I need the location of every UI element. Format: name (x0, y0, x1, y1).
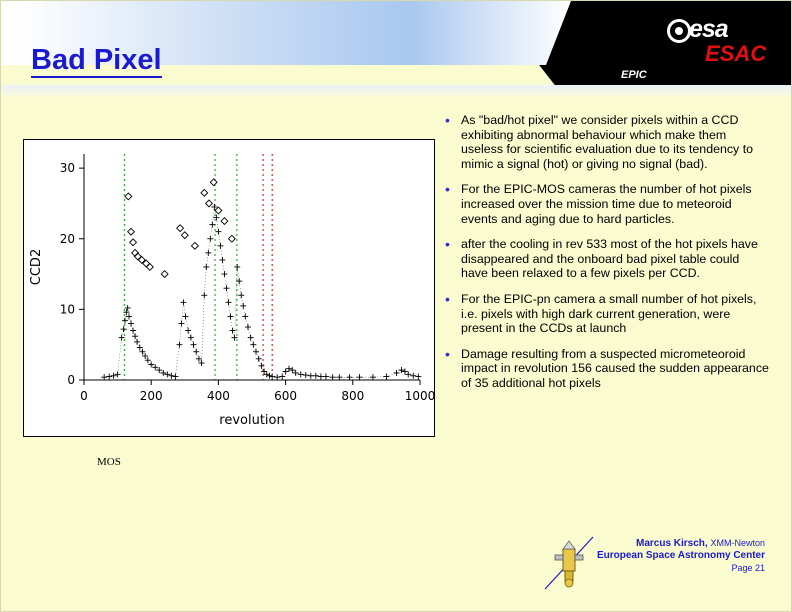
esac-wordmark: ESAC (705, 41, 767, 66)
footer-text-block (597, 537, 765, 574)
header-gradient-stripe (1, 85, 792, 97)
svg-text:revolution: revolution (219, 413, 285, 428)
svg-text:400: 400 (206, 389, 230, 403)
footer-organisation: European Space Astronomy Center (596, 550, 765, 561)
bullet-text: For the EPIC-MOS cameras the number of hot pixels increased over the mission time due to meteoroid events and aging due to hard particles. (461, 182, 752, 226)
svg-text:10: 10 (59, 302, 75, 317)
list-item (439, 182, 769, 226)
page-title: Bad Pixel (31, 45, 162, 78)
slide-footer (1, 531, 792, 597)
esa-logo (665, 13, 771, 71)
bullet-marker-icon: • (445, 236, 450, 253)
svg-text:0: 0 (80, 389, 88, 403)
header-epic-label: EPIC (621, 69, 647, 81)
svg-text:20: 20 (59, 231, 75, 246)
footer-author-line (597, 537, 765, 550)
svg-text:30: 30 (59, 161, 75, 176)
bullet-marker-icon: • (445, 290, 450, 307)
list-item (439, 292, 769, 336)
footer-page-number: Page 21 (731, 563, 765, 573)
esa-dot-icon (667, 19, 691, 43)
svg-text:800: 800 (341, 389, 365, 403)
slide-header (1, 1, 792, 97)
footer-author: Marcus Kirsch, (636, 538, 708, 549)
list-item (439, 237, 769, 281)
svg-text:0: 0 (67, 373, 75, 387)
bullet-text: As "bad/hot pixel" we consider pixels within a CCD exhibiting abnormal behaviour which make them useless for scientific evaluation due to its tendency to mimic a signal (hot) or giving no signal (bad). (461, 113, 754, 171)
esa-wordmark: esa (689, 15, 728, 43)
bullet-text: For the EPIC-pn camera a small number of hot pixels, i.e. pixels with high dark current generation, were present in the CCDs at launch (461, 291, 757, 336)
hot-pixel-chart (23, 139, 435, 437)
bullet-marker-icon: • (445, 181, 450, 198)
figure-caption: MOS (97, 456, 121, 468)
bullet-list (439, 113, 769, 402)
bullet-marker-icon: • (445, 112, 450, 128)
list-item (439, 347, 769, 391)
chart-svg (24, 140, 434, 436)
list-item (439, 113, 769, 171)
satellite-icon (541, 531, 597, 593)
svg-text:CCD2: CCD2 (29, 248, 44, 286)
svg-text:200: 200 (139, 389, 163, 403)
bullet-text: after the cooling in rev 533 most of the hot pixels have disappeared and the onboard bad pixel table could have been relaxed to a few pixels per CCD. (461, 237, 758, 281)
bullet-marker-icon: • (445, 345, 450, 362)
svg-text:600: 600 (274, 389, 298, 403)
footer-author-subtitle: XMM-Newton (710, 538, 765, 548)
bullet-text: Damage resulting from a suspected micrometeoroid impact in revolution 156 caused the sudden appearance of 35 additional hot pixels (461, 346, 769, 390)
svg-text:1000: 1000 (404, 389, 434, 403)
